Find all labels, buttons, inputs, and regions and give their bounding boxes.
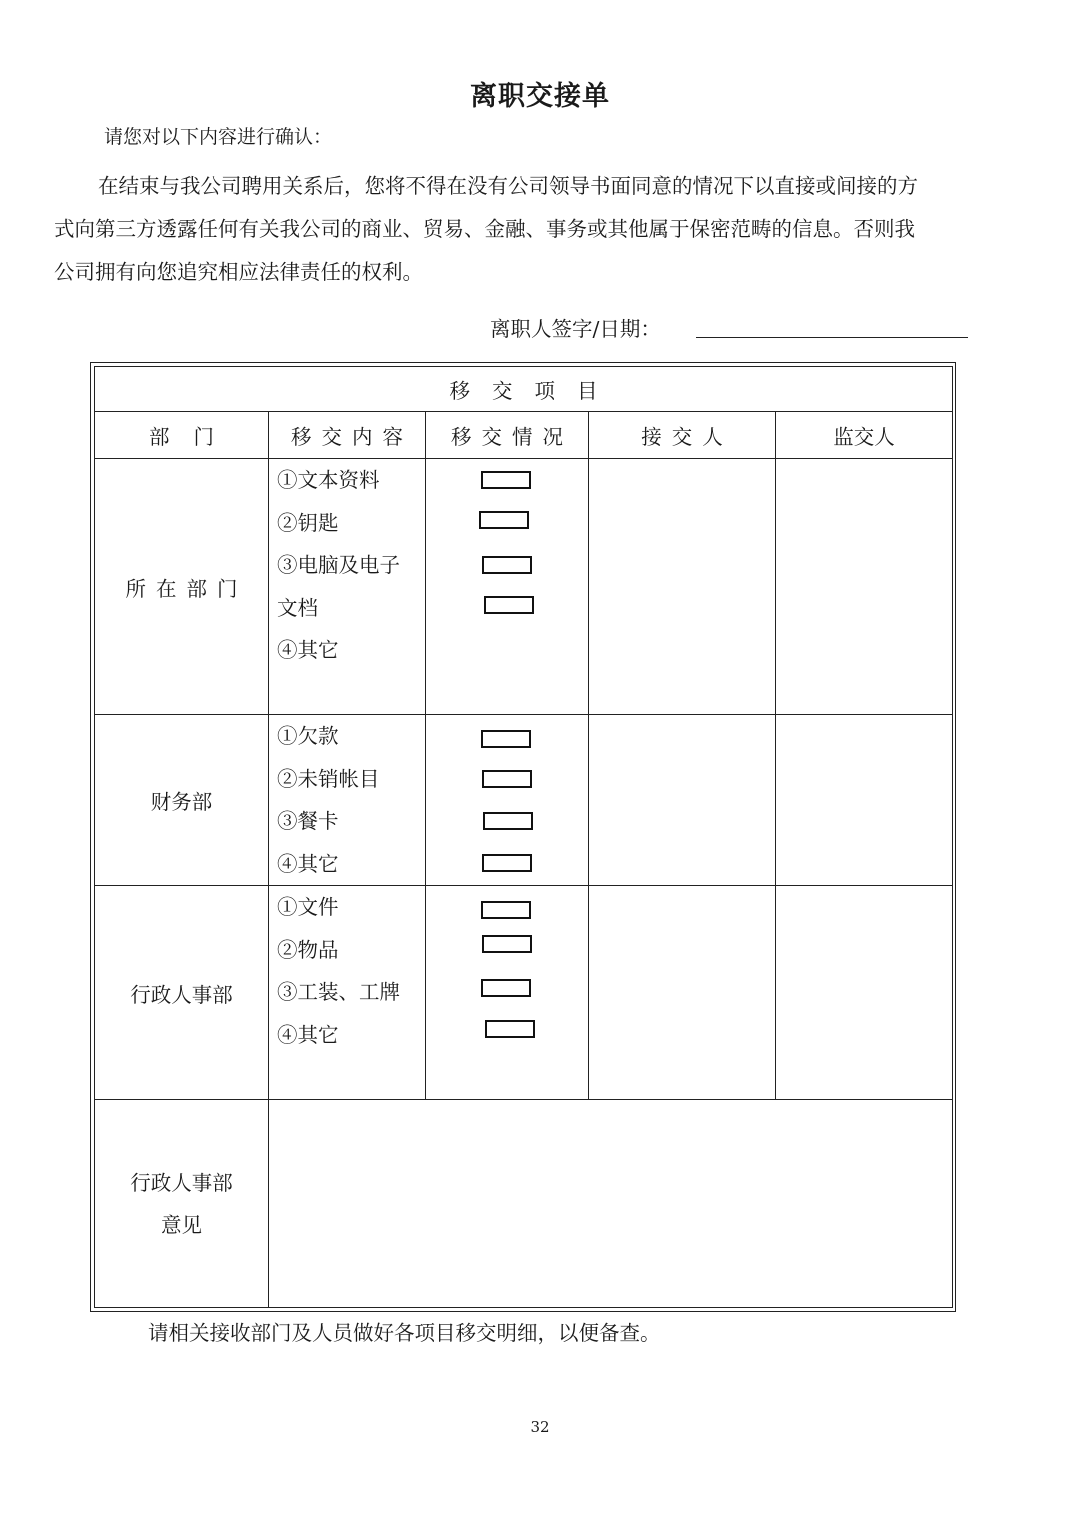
table-column-header-row — [95, 412, 953, 459]
list-item: ①文件 — [277, 895, 339, 919]
status-checkbox[interactable] — [482, 556, 532, 574]
list-item: ②未销帐目 — [277, 766, 380, 791]
status-checkbox[interactable] — [482, 854, 532, 872]
list-item: 文档 — [277, 595, 318, 620]
status-checkbox[interactable] — [481, 901, 531, 919]
items-cell — [269, 886, 426, 1100]
items-cell — [269, 715, 426, 886]
department-label: 所在部门 — [125, 576, 248, 601]
status-checkbox[interactable] — [484, 596, 534, 614]
status-checkbox[interactable] — [485, 1020, 535, 1038]
receiver-cell[interactable] — [589, 459, 776, 715]
list-item: ③电脑及电子 — [277, 553, 400, 577]
receiver-cell[interactable] — [589, 886, 776, 1100]
opinion-label-line: 意见 — [161, 1212, 202, 1237]
paragraph-line: 公司拥有向您追究相应法律责任的权利。 — [54, 260, 423, 284]
supervisor-cell[interactable] — [776, 886, 953, 1100]
column-header-status — [426, 412, 589, 459]
list-item: ④其它 — [277, 1022, 339, 1047]
status-cell — [426, 886, 589, 1100]
supervisor-cell[interactable] — [776, 715, 953, 886]
main-header-label: 移交项目 — [449, 379, 620, 403]
list-item: ②钥匙 — [277, 510, 339, 535]
column-header-label: 部门 — [149, 425, 238, 449]
footer-note: 请相关接收部门及人员做好各项目移交明细，以便备查。 — [148, 1321, 661, 1345]
list-item: ①文本资料 — [277, 468, 380, 492]
column-header-content — [269, 412, 426, 459]
status-cell — [426, 715, 589, 886]
column-header-supervisor — [776, 412, 953, 459]
list-item: ④其它 — [277, 851, 339, 876]
opinion-label-line: 行政人事部 — [130, 1170, 233, 1195]
column-header-label: 监交人 — [833, 425, 895, 449]
column-header-label: 移交情况 — [451, 425, 573, 449]
status-checkbox[interactable] — [482, 935, 532, 953]
item-list — [277, 886, 400, 1056]
department-cell — [95, 886, 269, 1100]
item-list — [277, 715, 380, 885]
item-list — [277, 459, 400, 672]
table-main-header-row — [95, 367, 953, 412]
receiver-cell[interactable] — [589, 715, 776, 886]
department-label: 财务部 — [150, 790, 213, 814]
page-number: 32 — [530, 1418, 550, 1436]
department-cell — [95, 715, 269, 886]
items-cell — [269, 459, 426, 715]
column-header-department — [95, 412, 269, 459]
list-item: ③工装、工牌 — [277, 980, 400, 1004]
department-cell — [95, 459, 269, 715]
list-item: ②物品 — [277, 937, 339, 962]
list-item: ④其它 — [277, 638, 339, 662]
status-checkbox[interactable] — [479, 511, 529, 529]
opinion-field[interactable] — [269, 1100, 953, 1308]
signature-label: 离职人签字/日期： — [490, 317, 661, 341]
paragraph-line: 在结束与我公司聘用关系后，您将不得在没有公司领导书面同意的情况下以直接或间接的方 — [98, 174, 918, 198]
status-checkbox[interactable] — [481, 730, 531, 748]
column-header-label: 移交内容 — [291, 425, 413, 449]
opinion-row — [95, 1100, 953, 1308]
main-header-cell — [95, 367, 953, 412]
handover-table — [94, 366, 953, 1308]
status-checkbox[interactable] — [483, 812, 533, 830]
status-checkbox[interactable] — [481, 979, 531, 997]
list-item: ①欠款 — [277, 724, 339, 748]
table-row — [95, 459, 953, 715]
status-checkbox[interactable] — [481, 471, 531, 489]
column-header-label: 接交人 — [641, 425, 733, 449]
signature-line[interactable] — [696, 337, 968, 338]
paragraph-line: 式向第三方透露任何有关我公司的商业、贸易、金融、事务或其他属于保密范畴的信息。否则我 — [54, 217, 915, 241]
status-cell — [426, 459, 589, 715]
status-checkbox[interactable] — [482, 770, 532, 788]
opinion-label-cell — [95, 1100, 269, 1308]
column-header-receiver — [589, 412, 776, 459]
supervisor-cell[interactable] — [776, 459, 953, 715]
department-label: 行政人事部 — [130, 982, 233, 1007]
document-title: 离职交接单 — [470, 81, 610, 112]
list-item: ③餐卡 — [277, 809, 339, 833]
confirm-prompt: 请您对以下内容进行确认： — [104, 126, 333, 148]
table-row — [95, 886, 953, 1100]
confidentiality-paragraph — [54, 165, 984, 294]
table-row — [95, 715, 953, 886]
